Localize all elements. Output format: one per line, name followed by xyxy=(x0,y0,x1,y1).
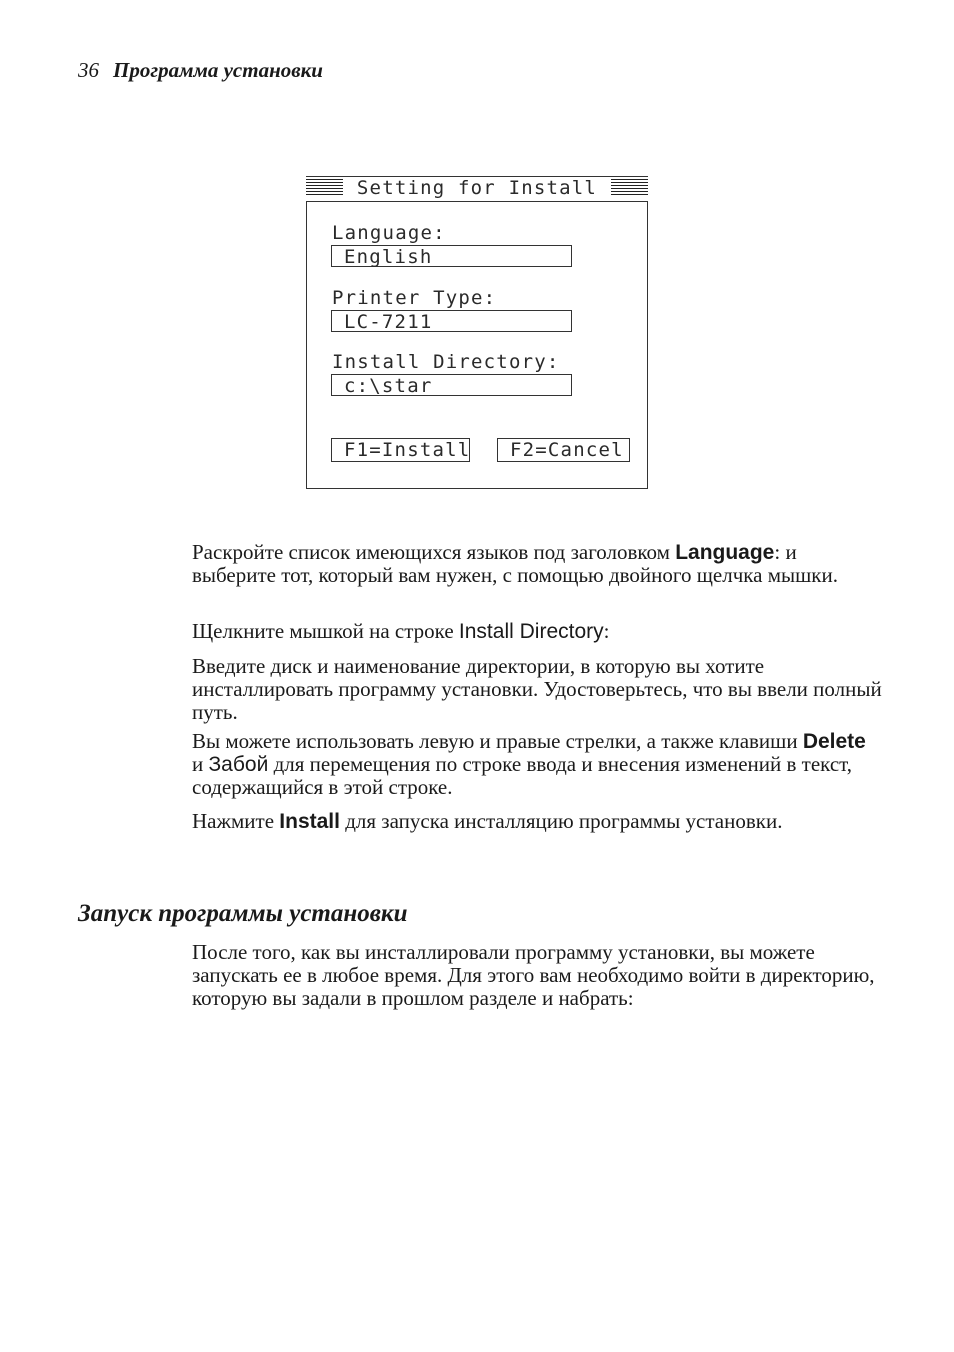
instruction-text: и xyxy=(192,752,209,776)
instruction-text: : xyxy=(603,619,610,643)
install-directory-label: Install Directory: xyxy=(332,351,560,373)
dialog-title: Setting for Install xyxy=(356,177,598,199)
page-number: 36 xyxy=(78,58,99,82)
install-directory-field[interactable]: c:\star xyxy=(331,374,572,396)
section-text: После того, как вы инсталлировали программу установки, вы можете запускать ее в любое время. Для этого вам необходимо войти в директорию, которую вы задали в прошлом разделе и набрать: xyxy=(192,940,875,1010)
language-label: Language: xyxy=(332,222,446,244)
instruction-text: Раскройте список имеющихся языков под заголовком xyxy=(192,540,676,564)
printer-type-label: Printer Type: xyxy=(332,287,497,309)
instruction-enter-path xyxy=(192,655,882,724)
term-install-directory: Install Directory xyxy=(458,620,604,643)
running-section-title: Программа установки xyxy=(113,58,323,82)
dialog-top-rule xyxy=(306,176,648,177)
titlebar-stripes-right xyxy=(611,179,648,197)
section-heading: Запуск программы установки xyxy=(78,900,408,927)
term-install: Install xyxy=(279,810,340,833)
section-paragraph xyxy=(192,941,882,1010)
key-delete: Delete xyxy=(802,730,866,753)
install-button[interactable]: F1=Install xyxy=(331,438,470,462)
printer-type-field[interactable]: LC-7211 xyxy=(331,310,572,332)
key-backspace: Забой xyxy=(208,753,269,776)
instruction-text: : и выберите тот, который вам нужен, с помощью двойного щелчка мышки. xyxy=(192,540,838,587)
instruction-text: для запуска инсталляцию программы установки. xyxy=(339,809,783,833)
instruction-text: Щелкните мышкой на строке xyxy=(192,619,459,643)
instruction-text: Нажмите xyxy=(192,809,280,833)
instruction-text: для перемещения по строке ввода и внесения изменений в текст, содержащийся в этой строке. xyxy=(192,752,852,799)
instruction-editing-keys xyxy=(192,730,882,799)
instruction-directory xyxy=(192,620,882,643)
cancel-button[interactable]: F2=Cancel xyxy=(497,438,630,462)
titlebar-stripes-left xyxy=(306,179,343,197)
term-language: Language xyxy=(675,541,775,564)
instruction-press-install xyxy=(192,810,882,833)
running-header xyxy=(78,56,323,84)
instruction-text: Введите диск и наименование директории, в которую вы хотите инсталлировать программу установки. Удостоверьтесь, что вы ввели полный путь. xyxy=(192,654,882,724)
dialog-titlebar xyxy=(306,176,648,200)
instruction-language xyxy=(192,541,882,587)
install-settings-dialog xyxy=(306,176,648,489)
language-field[interactable]: English xyxy=(331,245,572,267)
instruction-text: Вы можете использовать левую и правые стрелки, а также клавиши xyxy=(192,729,803,753)
